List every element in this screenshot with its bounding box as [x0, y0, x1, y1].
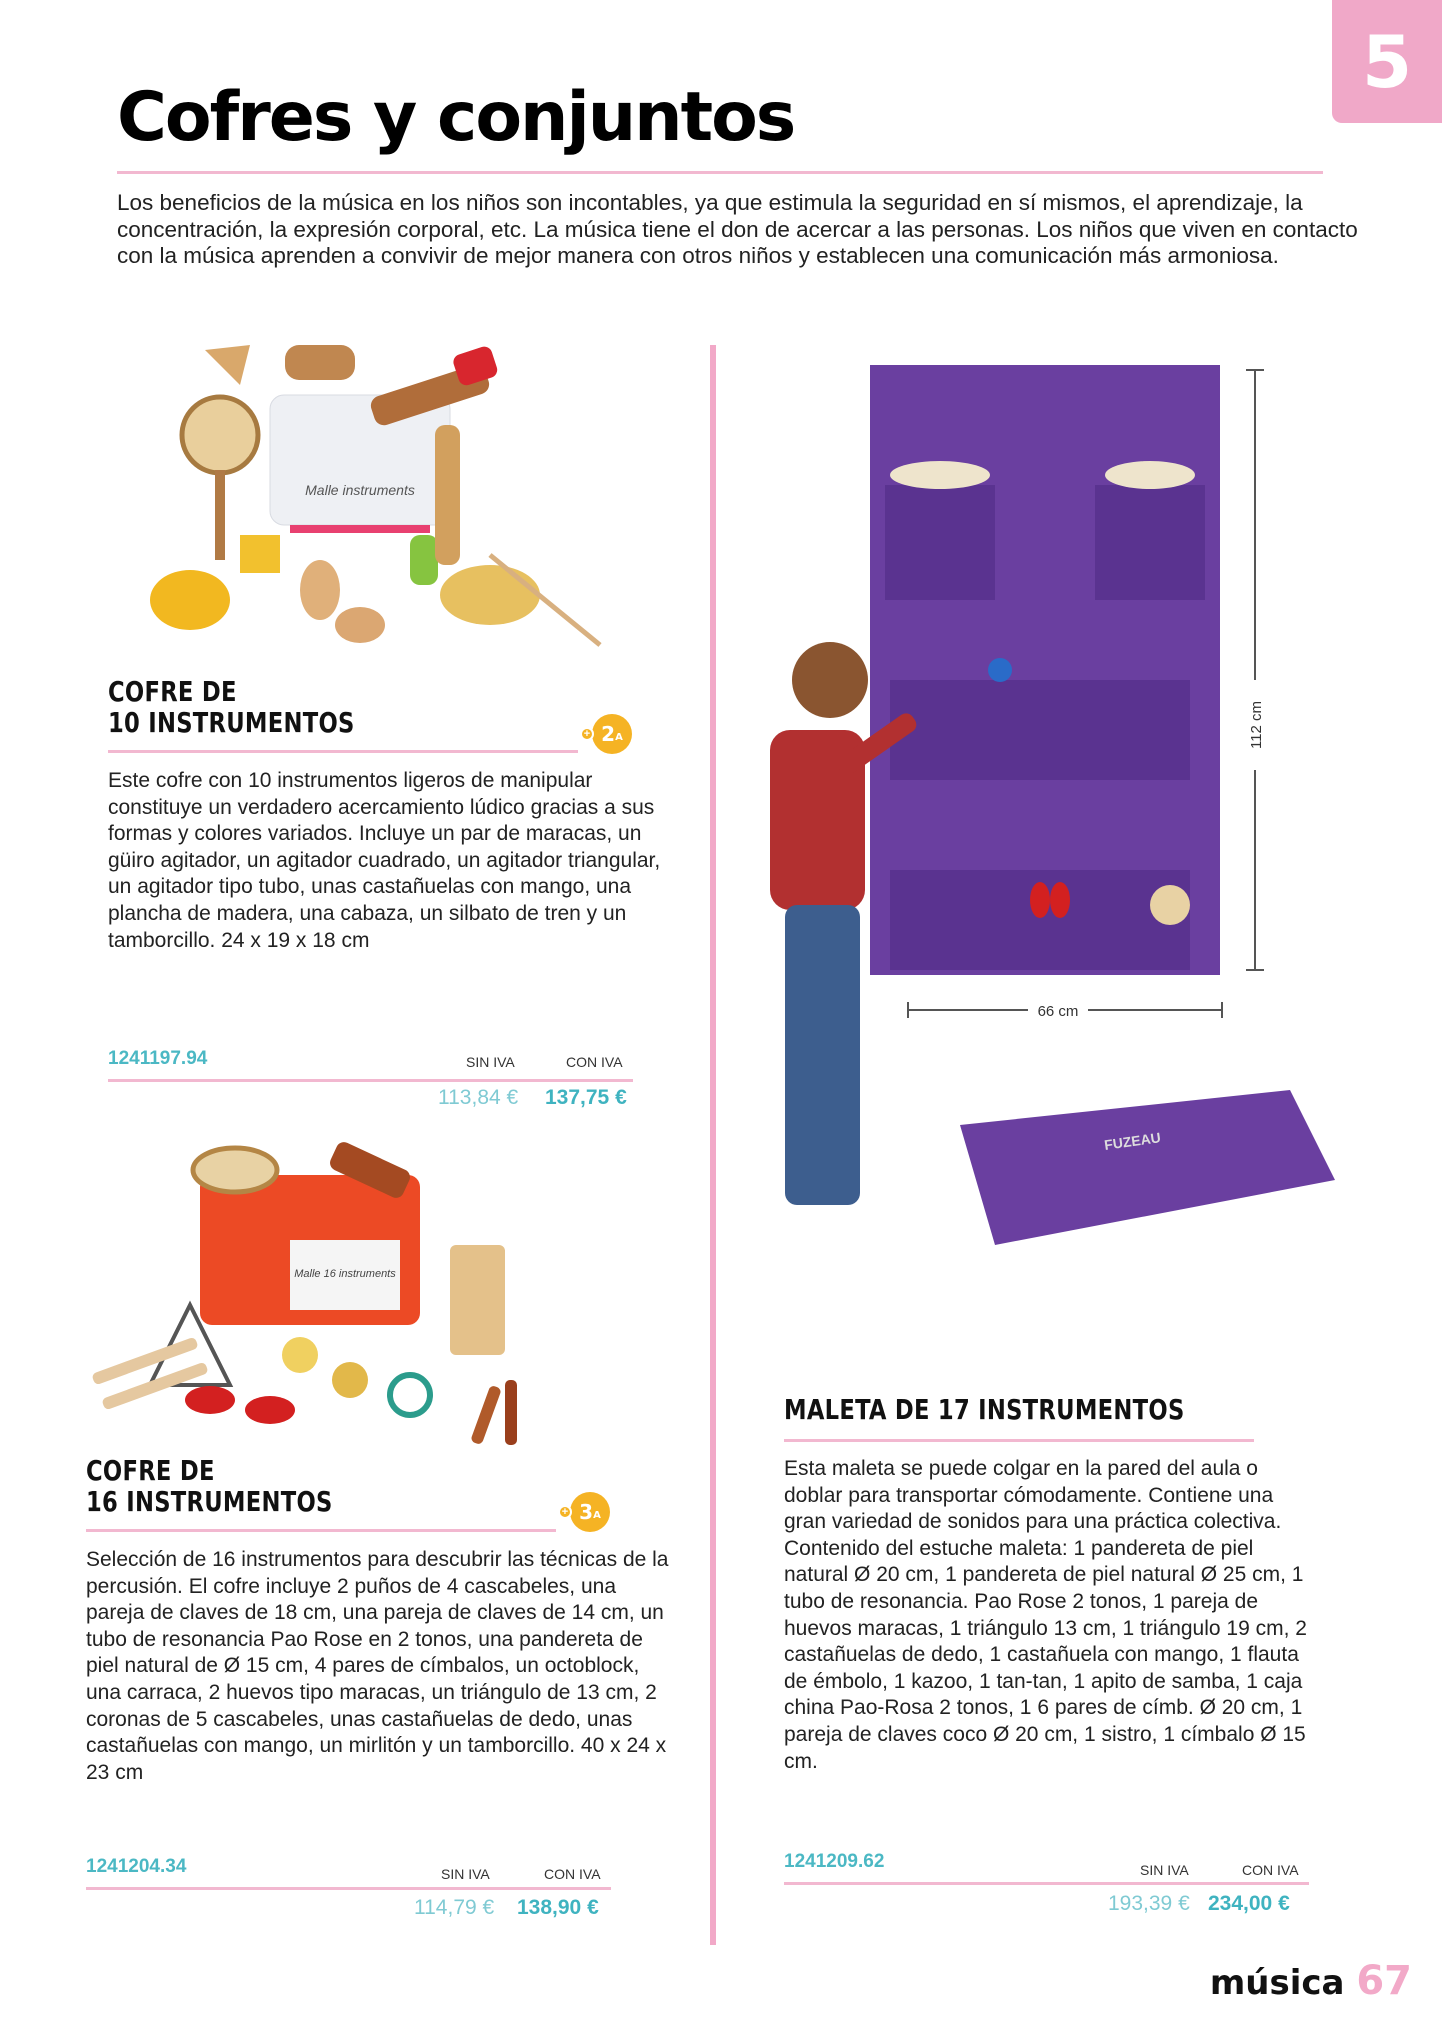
sin-iva-label: SIN IVA — [441, 1866, 490, 1882]
box-label: Malle 16 instruments — [294, 1268, 396, 1280]
product-description: Este cofre con 10 instrumentos ligeros de manipular constituye un verdadero acercamiento lúdico gracias a sus formas y colores variados. Incluye un par de maracas, un güiro agitador, un agitador cuadrado, un agitador triangular, un agitador tipo tubo, unas castañuelas con mango, una plancha de madera, una cabaza, un silbato de tren y un tamborcillo. 24 x 19 x 18 cm — [108, 769, 661, 952]
price-sin-iva: 113,84 € — [438, 1086, 519, 1109]
page-number: 67 — [1356, 1958, 1412, 2004]
box-label: Malle instruments — [305, 482, 415, 498]
age-unit: A — [593, 1509, 601, 1521]
price-con-iva: 234,00 € — [1208, 1892, 1290, 1915]
price-sin-iva: 114,79 € — [414, 1896, 495, 1919]
page-title: Cofres y conjuntos — [117, 78, 795, 157]
age-badge — [580, 714, 632, 754]
product-image-cofre-16 — [90, 1135, 580, 1445]
sin-iva-label: SIN IVA — [466, 1054, 515, 1070]
product-image-maleta — [750, 350, 1350, 1290]
plus-icon: + — [580, 727, 594, 741]
product-divider — [784, 1439, 1254, 1442]
page-footer — [1210, 1958, 1412, 2004]
title-line: 10 INSTRUMENTOS — [108, 706, 355, 739]
product-description: Selección de 16 instrumentos para descubrir las técnicas de la percusión. El cofre incluye 2 puños de 4 cascabeles, una pareja de claves de 18 cm, una pareja de claves de 14 cm, un tubo de resonancia Pao Rose en 2 tonos, una pandereta de piel natural de Ø 15 cm, 4 pares de címbalos, un octoblock, una carraca, 2 huevos tipo maracas, un triángulo de 13 cm, 2 coronas de 5 cascabeles, unas castañuelas de dedo, unas castañuelas con mango, un mirlitón y un tamborcillo. 40 x 24 x 23 cm — [86, 1548, 669, 1784]
sin-iva-label: SIN IVA — [1140, 1862, 1189, 1878]
title-line: 16 INSTRUMENTOS — [86, 1485, 333, 1518]
brand-label: FUZEAU — [1103, 1129, 1162, 1153]
intro-text: Los beneficios de la música en los niños son incontables, ya que estimula la seguridad en sí mismos, el aprendizaje, la concentración, la expresión corporal, etc. La música tiene el don de acercar a las personas. Los niños que viven en contacto con la música aprenden a convivir de mejor manera con otros niños y establecen una comunicación más armoniosa. — [117, 190, 1358, 268]
product-description: Esta maleta se puede colgar en la pared del aula o doblar para transportar cómodamente. Contiene una gran variedad de sonidos para una práctica colectiva. Contenido del estuche maleta: 1 pandereta de piel natural Ø 20 cm, 1 pandereta de piel natural Ø 25 cm, 1 tubo de resonancia. Pao Rose 2 tonos, 1 pareja de huevos maracas, 1 triángulo 13 cm, 1 triángulo 19 cm, 2 castañuelas de dedo, 1 castañuela con mango, 1 flauta de émbolo, 1 kazoo, 1 tan-tan, 1 apito de samba, 1 caja china Pao-Rosa 2 tonos, 1 6 pares de címb. Ø 20 cm, 1 pareja de claves coco Ø 20 cm, 1 sistro, 1 címbalo Ø 15 cm. — [784, 1457, 1307, 1773]
product-title-maleta: MALETA DE 17 INSTRUMENTOS — [784, 1393, 1185, 1426]
con-iva-label: CON IVA — [544, 1866, 601, 1882]
price-divider — [108, 1079, 633, 1082]
product-title-cofre-10 — [108, 676, 355, 738]
age-badge — [558, 1492, 610, 1532]
product-code: 1241209.62 — [784, 1851, 885, 1872]
age-unit: A — [615, 731, 623, 743]
con-iva-label: CON IVA — [1242, 1862, 1299, 1878]
price-sin-iva: 193,39 € — [1108, 1892, 1190, 1915]
product-title-cofre-16 — [86, 1455, 333, 1517]
column-divider — [710, 345, 716, 1945]
title-divider — [117, 171, 1323, 174]
title-line: COFRE DE — [86, 1454, 215, 1487]
plus-icon: + — [558, 1505, 572, 1519]
product-divider — [108, 750, 578, 753]
dimension-height: 112 cm — [1248, 700, 1265, 750]
age-value: 2 — [601, 722, 616, 746]
price-con-iva: 138,90 € — [517, 1896, 599, 1919]
price-con-iva: 137,75 € — [545, 1086, 627, 1109]
title-line: COFRE DE — [108, 675, 237, 708]
con-iva-label: CON IVA — [566, 1054, 623, 1070]
price-divider — [86, 1887, 611, 1890]
footer-section: música — [1209, 1963, 1345, 2003]
dimension-width: 66 cm — [1037, 1003, 1079, 1020]
price-divider — [784, 1882, 1309, 1885]
product-code: 1241204.34 — [86, 1856, 187, 1877]
product-image-cofre-10 — [110, 325, 610, 665]
product-divider — [86, 1529, 556, 1532]
age-value: 3 — [579, 1500, 594, 1524]
section-tab: 5 — [1332, 0, 1442, 123]
product-code: 1241197.94 — [108, 1048, 208, 1069]
